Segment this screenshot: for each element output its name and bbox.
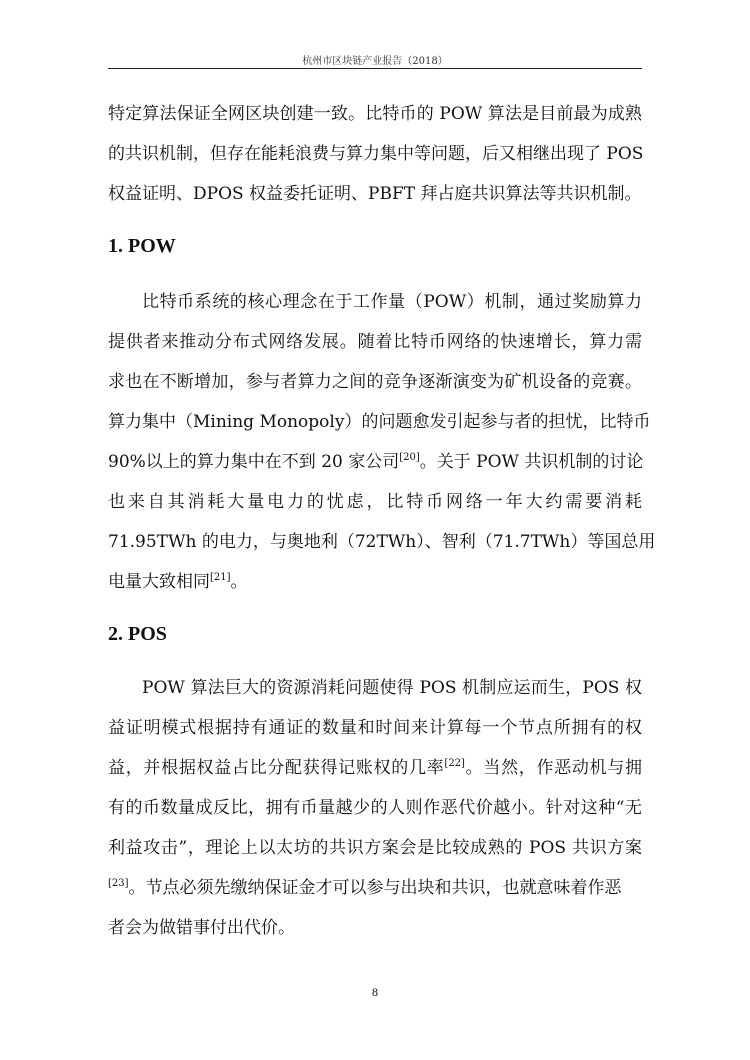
- pos-paragraph: [108, 668, 642, 948]
- line-text: 。节点必须先缴纳保证金才可以参与出块和共识，也就意味着作恶: [128, 878, 622, 898]
- line-text: 。关于 POW 共识机制的讨论: [419, 452, 644, 472]
- paragraph-line: 权益证明、DPOS 权益委托证明、PBFT 拜占庭共识算法等共识机制。: [108, 184, 642, 204]
- paragraph-line: 有的币数量成反比，拥有币量越少的人则作恶代价越小。针对这种“无: [108, 798, 642, 818]
- line-text: 益，并根据权益占比分配获得记账权的几率: [108, 758, 445, 778]
- paragraph-line: [108, 868, 642, 908]
- pow-paragraph: [108, 282, 656, 602]
- paragraph-line: [108, 562, 642, 602]
- paragraph-line: 算力集中（Mining Monopoly）的问题愈发引起参与者的担忧，比特币: [108, 412, 651, 432]
- page-header: 杭州市区块链产业报告（2018）: [302, 56, 448, 67]
- section-heading-pos: 2. POS: [108, 623, 167, 645]
- citation: [20]: [399, 452, 420, 463]
- header-divider: [108, 68, 642, 69]
- paragraph-line: 也来自其消耗大量电力的忧虑，比特币网络一年大约需要消耗: [108, 492, 642, 512]
- citation: [21]: [210, 572, 231, 583]
- page-number: 8: [372, 985, 378, 999]
- paragraph-line: 的共识机制，但存在能耗浪费与算力集中等问题，后又相继出现了 POS: [108, 144, 644, 164]
- paragraph-line: 益证明模式根据持有通证的数量和时间来计算每一个节点所拥有的权: [108, 718, 642, 738]
- line-text: 电量大致相同: [108, 572, 210, 592]
- section-heading-pow: 1. POW: [108, 235, 176, 257]
- paragraph-line: [108, 748, 642, 788]
- paragraph-line: 求也在不断增加，参与者算力之间的竞争逐渐演变为矿机设备的竞赛。: [108, 372, 642, 392]
- paragraph-line: [108, 442, 642, 482]
- paragraph-line: POW 算法巨大的资源消耗问题使得 POS 机制应运而生，POS 权: [142, 678, 642, 698]
- paragraph-line: 利益攻击”，理论上以太坊的共识方案会是比较成熟的 POS 共识方案: [108, 838, 642, 858]
- line-text: 。当然，作恶动机与拥: [464, 758, 643, 778]
- paragraph-line: 提供者来推动分布式网络发展。随着比特币网络的快速增长，算力需: [108, 332, 642, 352]
- paragraph-line: 71.95TWh 的电力，与奥地利（72TWh）、智利（71.7TWh）等国总用: [108, 532, 656, 552]
- paragraph-line: 比特币系统的核心理念在于工作量（POW）机制，通过奖励算力: [142, 292, 642, 312]
- line-text: 。: [230, 572, 248, 592]
- line-text: 90%以上的算力集中在不到 20 家公司: [108, 452, 400, 472]
- citation: [22]: [444, 758, 465, 769]
- paragraph-line: 者会为做错事付出代价。: [108, 918, 295, 938]
- intro-paragraph: [108, 94, 642, 214]
- citation: [23]: [108, 878, 129, 889]
- paragraph-line: 特定算法保证全网区块创建一致。比特币的 POW 算法是目前最为成熟: [108, 104, 642, 124]
